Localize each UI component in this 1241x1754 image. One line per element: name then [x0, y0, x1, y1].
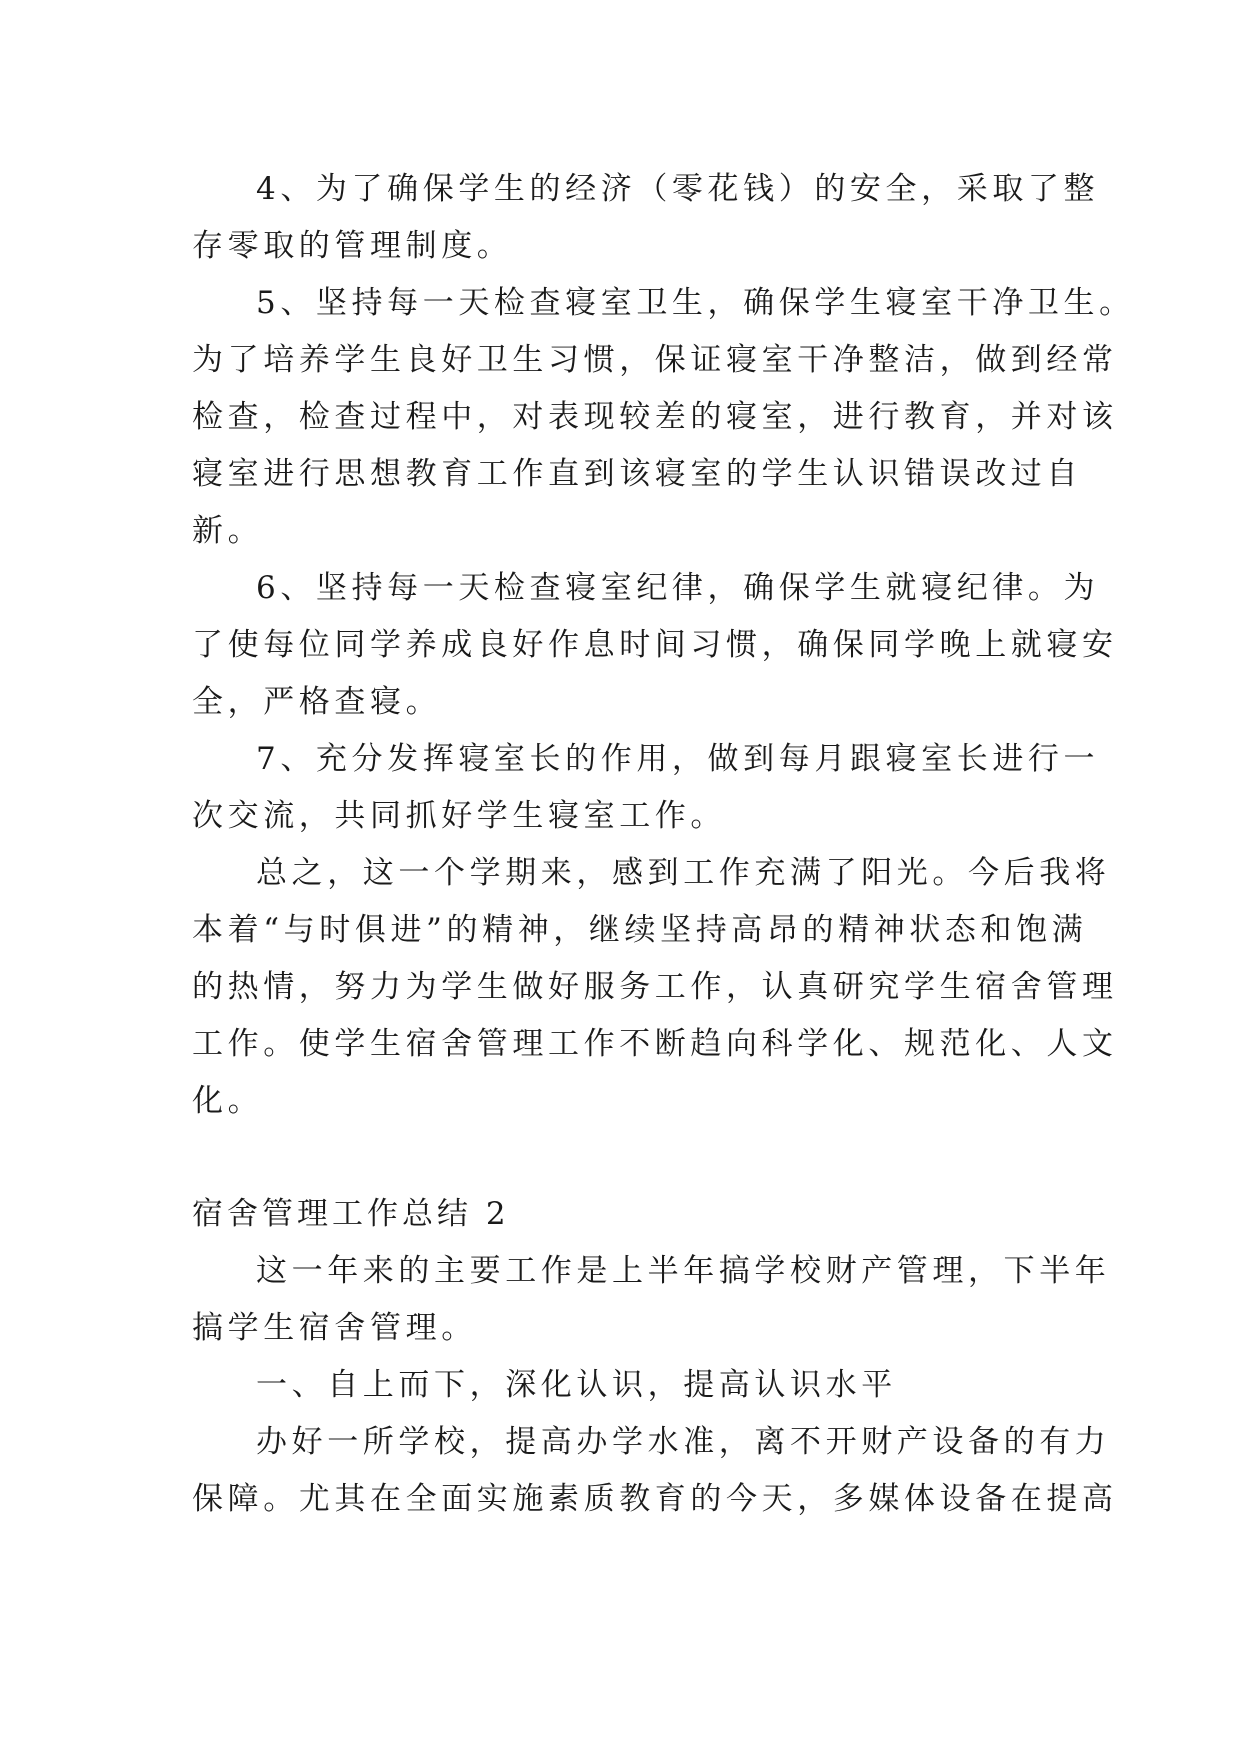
paragraph-6-line-2: 了使每位同学养成良好作息时间习惯，确保同学晚上就寝安: [192, 627, 1118, 663]
paragraph-5-line-1: 5、坚持每一天检查寝室卫生，确保学生寝室干净卫生。: [256, 285, 1135, 321]
intro-line-2: 搞学生宿舍管理。: [192, 1310, 477, 1346]
paragraph-6-line-3: 全，严格查寝。: [192, 684, 442, 720]
paragraph-6-line-1: 6、坚持每一天检查寝室纪律，确保学生就寝纪律。为: [256, 570, 1100, 606]
paragraph-5-line-2: 为了培养学生良好卫生习惯，保证寝室干净整洁，做到经常: [192, 342, 1118, 378]
paragraph-4-line-1: 4、为了确保学生的经济（零花钱）的安全，采取了整: [256, 171, 1100, 207]
summary-line-5: 化。: [192, 1083, 264, 1119]
body-line-1: 办好一所学校，提高办学水准，离不开财产设备的有力: [256, 1424, 1111, 1460]
summary-line-4: 工作。使学生宿舍管理工作不断趋向科学化、规范化、人文: [192, 1026, 1118, 1062]
summary-line-2: 本着“与时俱进”的精神，继续坚持高昂的精神状态和饱满: [192, 912, 1088, 948]
paragraph-5-line-4: 寝室进行思想教育工作直到该寝室的学生认识错误改过自: [192, 456, 1082, 492]
paragraph-5-line-3: 检查，检查过程中，对表现较差的寝室，进行教育，并对该: [192, 399, 1118, 435]
summary-line-3: 的热情，努力为学生做好服务工作，认真研究学生宿舍管理: [192, 969, 1118, 1005]
paragraph-7-line-2: 次交流，共同抓好学生寝室工作。: [192, 798, 726, 834]
summary-line-1: 总之，这一个学期来，感到工作充满了阳光。今后我将: [256, 855, 1111, 891]
subheading-one: 一、自上而下，深化认识，提高认识水平: [256, 1367, 897, 1403]
paragraph-4-line-2: 存零取的管理制度。: [192, 228, 513, 264]
body-line-2: 保障。尤其在全面实施素质教育的今天，多媒体设备在提高: [192, 1481, 1118, 1517]
paragraph-5-line-5: 新。: [192, 513, 264, 549]
section-heading: 宿舍管理工作总结 2: [192, 1196, 510, 1232]
paragraph-7-line-1: 7、充分发挥寝室长的作用，做到每月跟寝室长进行一: [256, 741, 1100, 777]
intro-line-1: 这一年来的主要工作是上半年搞学校财产管理，下半年: [256, 1253, 1111, 1289]
